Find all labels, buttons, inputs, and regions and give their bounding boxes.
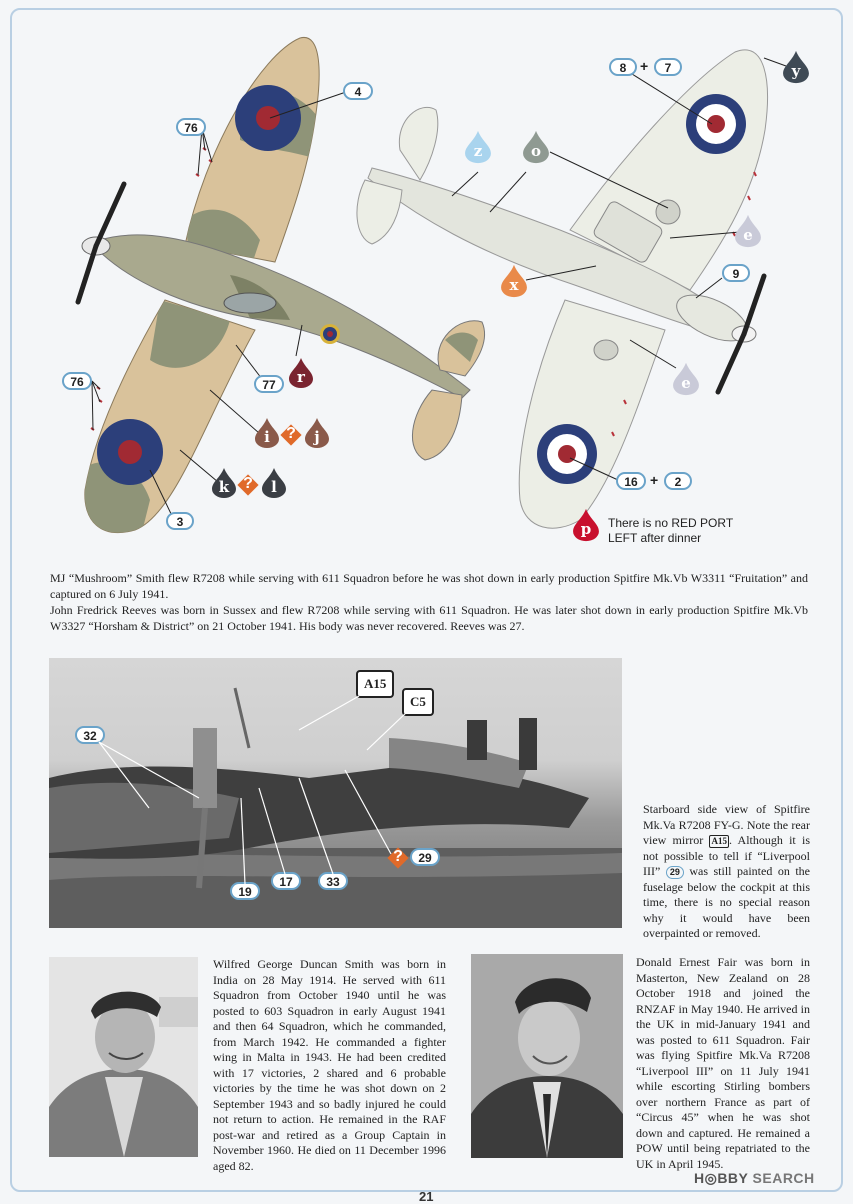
p-note-line-2: LEFT after dinner [608, 531, 702, 545]
paragraph-reeves: John Fredrick Reeves was born in Sussex and flew R7208 while serving with 611 Squadron. He was later shot down in early production Spitfire Mk.Vb W3327 “Horsham & District” on 21 October 1941. His body was never recovered. Reeves was 27. [50, 603, 808, 633]
colour-drop-r-label: r [297, 368, 305, 386]
colour-drop-l-label: l [271, 478, 277, 496]
spitfire-under-view [350, 40, 800, 540]
callout-77: 77 [254, 375, 284, 393]
p-note [608, 516, 733, 546]
colour-drop-j-label: j [314, 428, 320, 446]
callout-9: 9 [722, 264, 750, 282]
page-number: 21 [419, 1189, 434, 1204]
watermark-brand: H◎BBY [694, 1170, 749, 1186]
callout-7: 7 [654, 58, 682, 76]
unknown-mark-29: ? [393, 848, 403, 865]
colour-drop-x-label: x [509, 276, 519, 294]
photo-leader-lines [49, 658, 622, 928]
plus-16-2: + [650, 472, 659, 488]
colour-drop-e-lower-label: e [681, 374, 691, 392]
starboard-text-a: Starboard side view of Spitfire Mk.Va R7208 FY-G. Note the rear view mirror [643, 802, 810, 847]
callout-33: 33 [318, 872, 348, 890]
starboard-text-b: . Although it is not possible to tell if “Liverpool III” [643, 833, 810, 878]
callout-76-upper: 76 [176, 118, 206, 136]
colour-drop-e-upper-label: e [743, 226, 753, 244]
callout-4: 4 [343, 82, 373, 100]
paragraph-starboard [643, 802, 810, 942]
colour-drop-y-label: y [791, 62, 801, 80]
watermark-word: SEARCH [752, 1170, 815, 1186]
portrait-fair [471, 954, 623, 1158]
colour-drop-p-label: p [580, 520, 592, 538]
inline-label-a15: A15 [711, 836, 727, 846]
portrait-wgd-smith [49, 957, 198, 1157]
callout-29: 29 [410, 848, 440, 866]
starboard-text-c: was still painted on the fuselage below the cockpit at this time, there is no special reason why it would have been overpainted or removed. [643, 864, 810, 940]
inline-callout-29: 29 [666, 866, 684, 879]
callout-16: 16 [616, 472, 646, 490]
unknown-mark-ij: ? [286, 425, 296, 442]
colour-drop-k-label: k [218, 478, 230, 496]
p-note-line-1: There is no RED PORT [608, 516, 734, 530]
callout-3: 3 [166, 512, 194, 530]
callout-8: 8 [609, 58, 637, 76]
callout-19: 19 [230, 882, 260, 900]
paragraph-fair: Donald Ernest Fair was born in Masterton, New Zealand on 28 October 1918 and joined the RNZAF in May 1940. He arrived in the UK in mid-January 1941 and was posted to 611 Squadron. Fair was flying Spitfire Mk.Va R7208 “Liverpool III” on 11 July 1941 while escorting Stirling bombers over northern France as part of “Circus 45” when he was shot down and captured. He remained a POW until being repatriated to the UK in April 1945. [636, 955, 810, 1171]
label-a15: A15 [356, 670, 394, 698]
unknown-mark-kl: ? [243, 475, 253, 492]
paragraph-wgd-smith: Wilfred George Duncan Smith was born in India on 28 May 1914. He served with 611 Squadron from October 1940 until he was posted to 603 Squadron in early August 1941 and then 64 Squadron, which he commanded, from March 1942. He commanded a fighter wing in Malta in 1943. He had been credited with 17 victories, 2 shared and 6 probable victories by the time he was shot down on 2 September 1943 and so badly injured he could not return to action. He remained in the RAF post-war and retired as a Group Captain in November 1960. He died on 11 December 1996 aged 82. [213, 957, 446, 1173]
colour-drop-o-label: o [530, 142, 541, 160]
wreck-photo [49, 658, 622, 928]
callout-32: 32 [75, 726, 105, 744]
colour-drop-i-label: i [264, 428, 270, 446]
callout-2: 2 [664, 472, 692, 490]
colour-drop-z-label: z [473, 142, 483, 160]
plus-8-7: + [640, 58, 649, 74]
label-c5: C5 [402, 688, 434, 716]
callout-17: 17 [271, 872, 301, 890]
paragraph-smith-flight: MJ “Mushroom” Smith flew R7208 while serving with 611 Squadron before he was shot down in early production Spitfire Mk.Vb W3311 “Fruitation” and captured on 6 July 1941. [50, 571, 808, 601]
callout-76-lower: 76 [62, 372, 92, 390]
watermark [694, 1170, 815, 1187]
